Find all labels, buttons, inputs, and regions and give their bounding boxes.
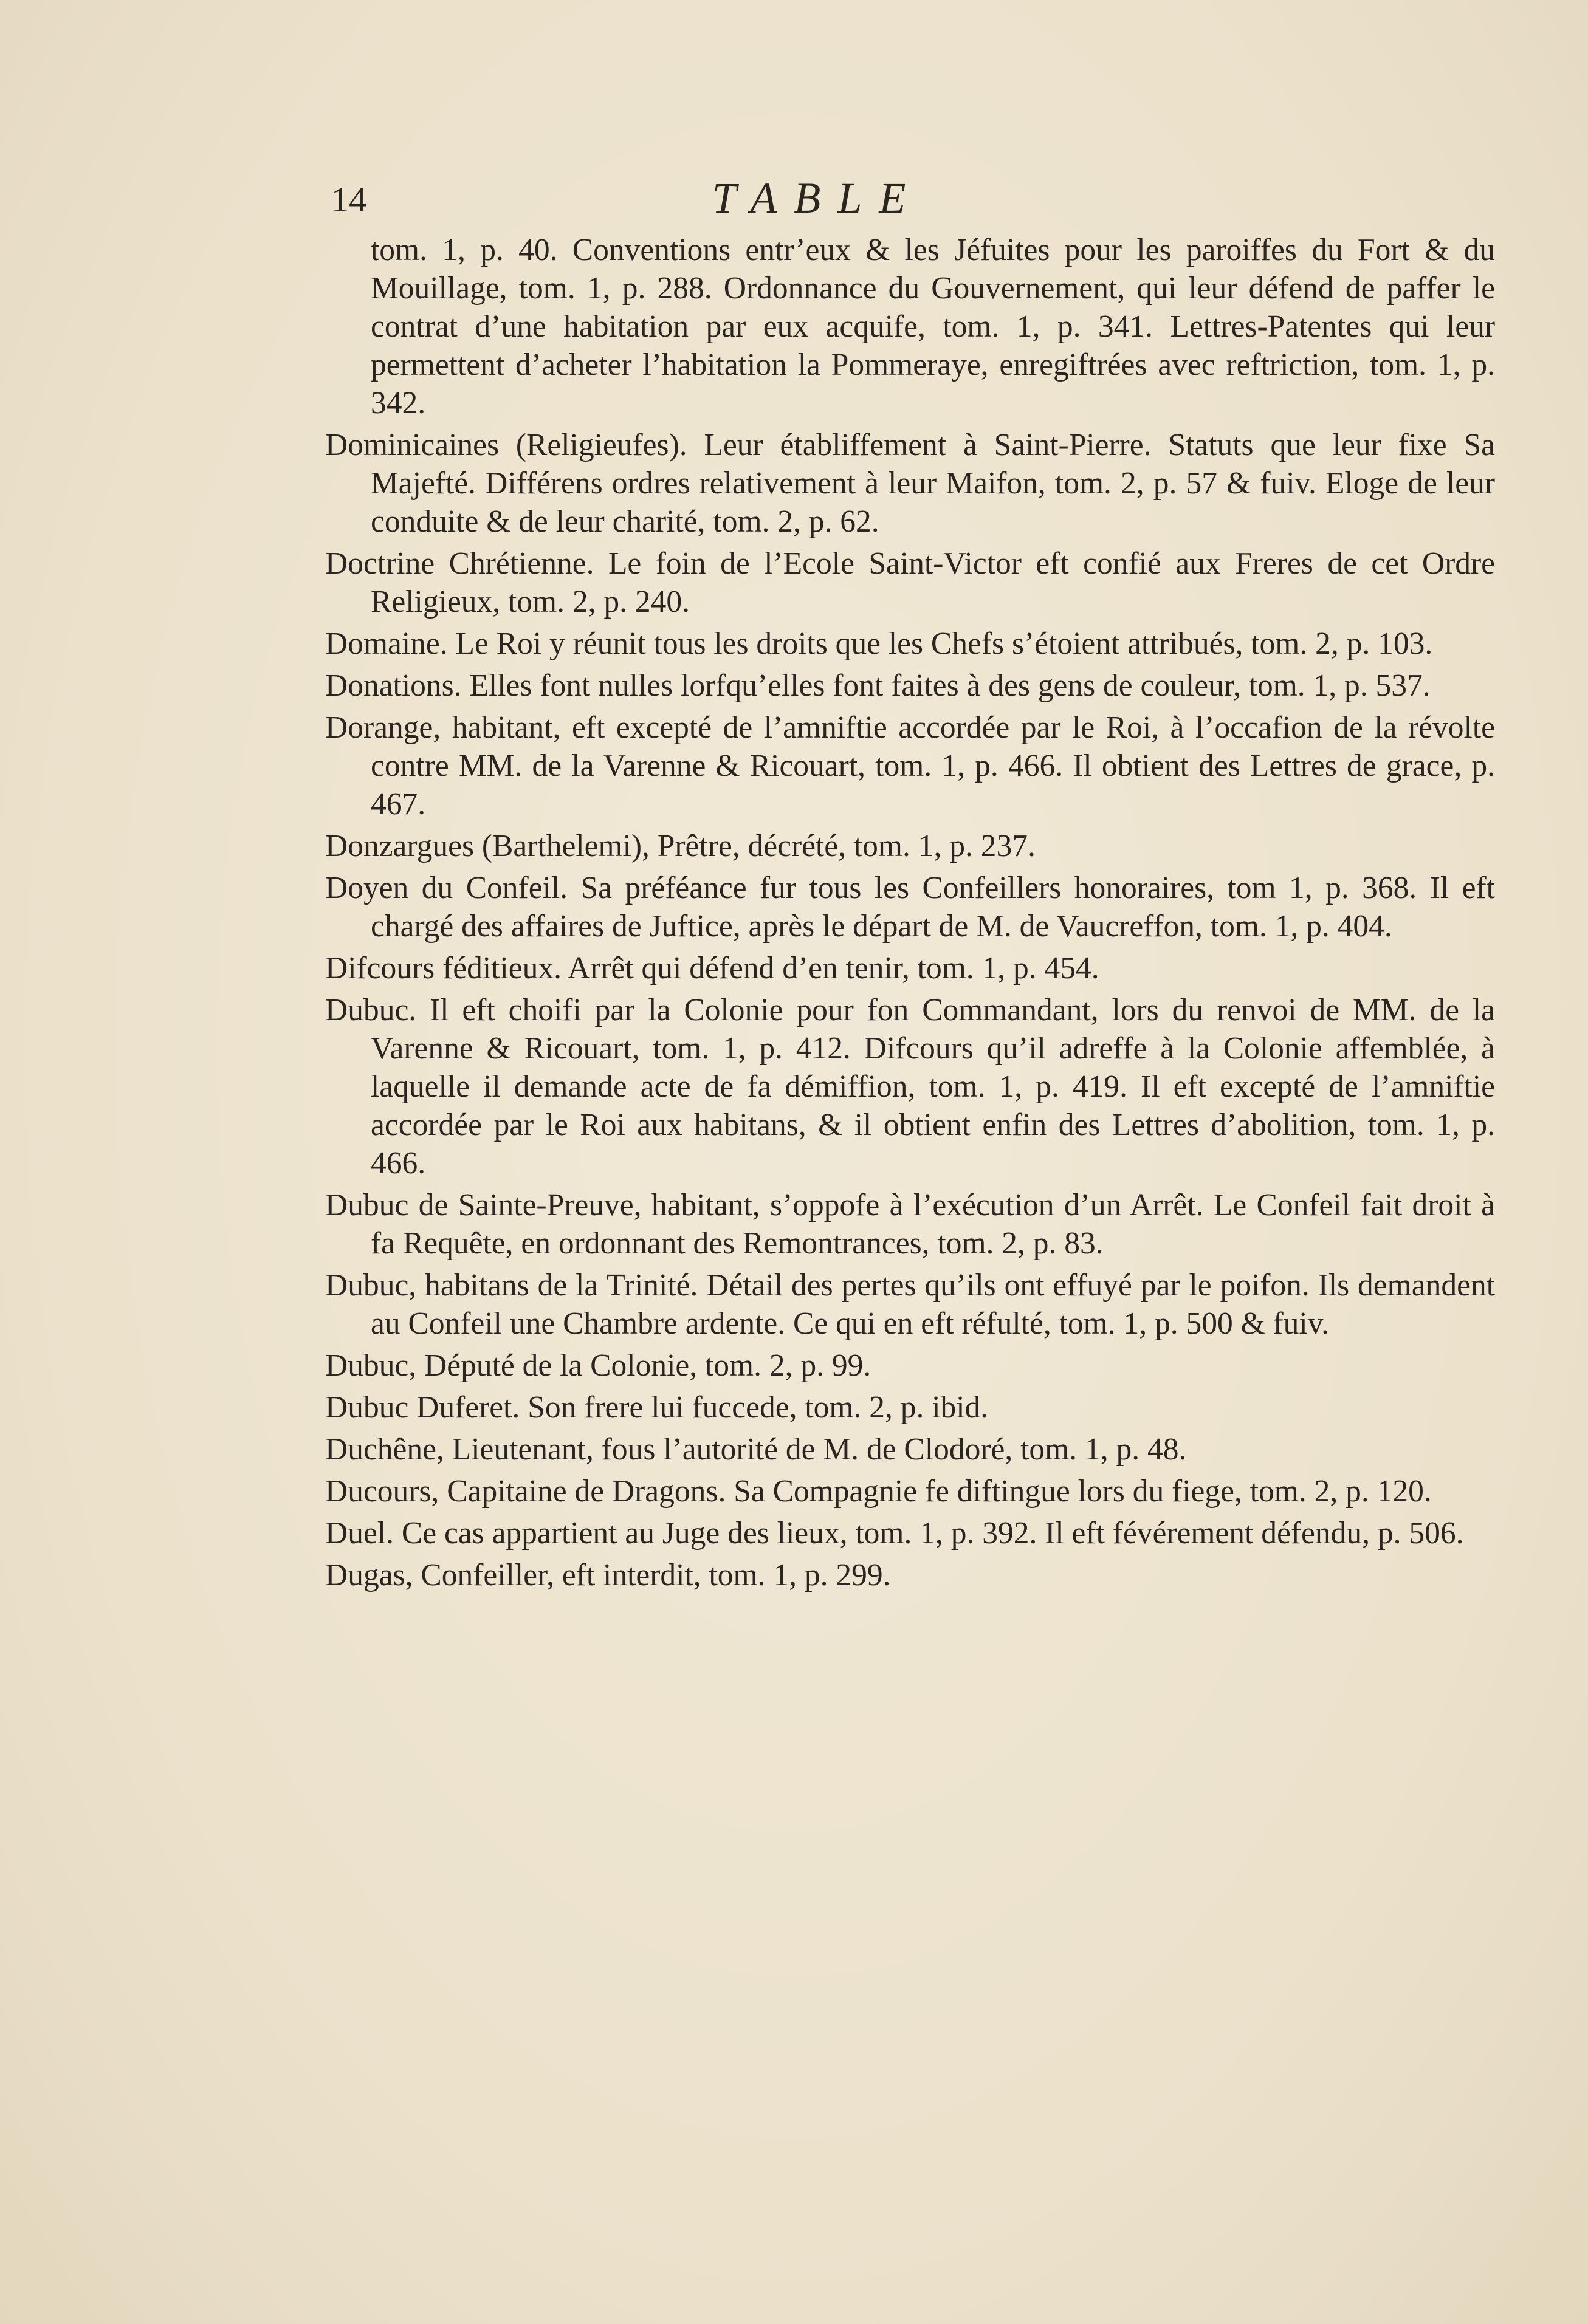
index-entry: Duchêne, Lieutenant, fous l’autorité de M. de Clodoré, tom. 1, p. 48. — [325, 1432, 1187, 1467]
index-entry: Duel. Ce cas appartient au Juge des lieux, tom. 1, p. 392. Il eft févérement défendu, p. 506. — [325, 1516, 1464, 1551]
page-header — [325, 173, 1310, 228]
page-number: 14 — [331, 180, 366, 219]
index-entry: Difcours féditieux. Arrêt qui défend d’en tenir, tom. 1, p. 454. — [325, 951, 1099, 985]
index-entry: Dominicaines (Religieufes). Leur établiffement à Saint-Pierre. Statuts que leur fixe Sa Majefté. Différens ordres relativement à leur Maifon, tom. 2, p. 57 & fuiv. Eloge de leur conduite & de leur charité, tom. 2, p. 62. — [325, 428, 1495, 539]
index-entry: Dubuc de Sainte-Preuve, habitant, s’oppofe à l’exécution d’un Arrêt. Le Confeil fait droit à fa Requête, en ordonnant des Remontrances, tom. 2, p. 83. — [325, 1188, 1495, 1261]
index-entries — [325, 231, 1495, 1598]
index-entry: Dorange, habitant, eft excepté de l’amniftie accordée par le Roi, à l’occafion de la révolte contre MM. de la Varenne & Ricouart, tom. 1, p. 466. Il obtient des Lettres de grace, p. 467. — [325, 710, 1495, 821]
index-entry: Ducours, Capitaine de Dragons. Sa Compagnie fe diftingue lors du fiege, tom. 2, p. 120. — [325, 1474, 1432, 1509]
index-entry: Donzargues (Barthelemi), Prêtre, décrété, tom. 1, p. 237. — [325, 829, 1036, 863]
index-entry: Donations. Elles font nulles lorfqu’elles font faites à des gens de couleur, tom. 1, p. 537. — [325, 668, 1431, 703]
index-entry: Domaine. Le Roi y réunit tous les droits que les Chefs s’étoient attribués, tom. 2, p. 103. — [325, 626, 1433, 661]
index-entry: Dugas, Confeiller, eft interdit, tom. 1, p. 299. — [325, 1558, 891, 1592]
index-entry: tom. 1, p. 40. Conventions entr’eux & les Jéfuites pour les paroiffes du Fort & du Mouillage, tom. 1, p. 288. Ordonnance du Gouvernement, qui leur défend de paffer le contrat d’une habitation par eux acquife, tom. 1, p. 341. Lettres-Patentes qui leur permettent d’acheter l’habitation la Pommeraye, enregiftrées avec reftriction, tom. 1, p. 342. — [371, 233, 1495, 420]
index-entry: Dubuc Duferet. Son frere lui fuccede, tom. 2, p. ibid. — [325, 1390, 989, 1425]
running-title: TABLE — [712, 174, 923, 222]
index-entry: Doyen du Confeil. Sa préféance fur tous les Confeillers honoraires, tom 1, p. 368. Il eft chargé des affaires de Juftice, après le départ de M. de Vaucreffon, tom. 1, p. 404. — [325, 871, 1495, 944]
index-entry: Dubuc. Il eft choifi par la Colonie pour fon Commandant, lors du renvoi de MM. de la Varenne & Ricouart, tom. 1, p. 412. Difcours qu’il adreffe à la Colonie affemblée, à laquelle il demande acte de fa démiffion, tom. 1, p. 419. Il eft excepté de l’amniftie accordée par le Roi aux habitans, & il obtient enfin des Lettres d’abolition, tom. 1, p. 466. — [325, 993, 1495, 1181]
index-entry: Dubuc, habitans de la Trinité. Détail des pertes qu’ils ont effuyé par le poifon. Ils demandent au Confeil une Chambre ardente. Ce qui en eft réfulté, tom. 1, p. 500 & fuiv. — [325, 1268, 1495, 1341]
index-entry: Doctrine Chrétienne. Le foin de l’Ecole Saint-Victor eft confié aux Freres de cet Ordre Religieux, tom. 2, p. 240. — [325, 546, 1495, 619]
index-entry: Dubuc, Député de la Colonie, tom. 2, p. 99. — [325, 1348, 871, 1383]
